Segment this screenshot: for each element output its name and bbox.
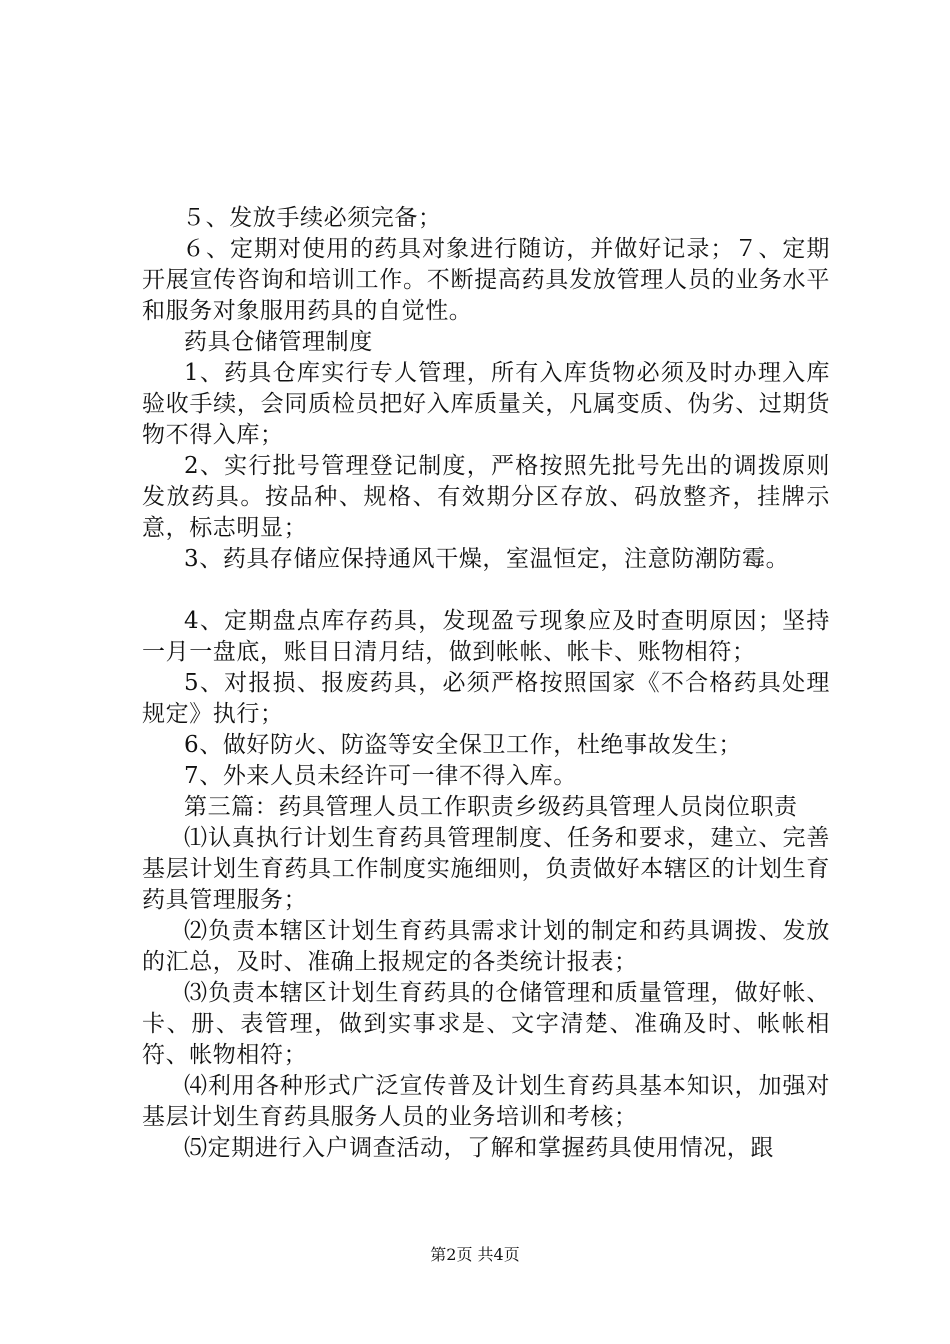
paragraph-storage-3: 3、药具存储应保持通风干燥，室温恒定，注意防潮防霉。 xyxy=(184,546,790,572)
paragraph-item-6-7: ６、定期对使用的药具对象进行随访，并做好记录；７、定期开展宣传咨询和培训工作。不断提高药具发放管理人员的业务水平和服务对象服用药具的自觉性。 xyxy=(142,236,830,324)
paragraph-duty-5: ⑸定期进行入户调查活动，了解和掌握药具使用情况，跟 xyxy=(184,1135,774,1161)
paragraph-duty-1: ⑴认真执行计划生育药具管理制度、任务和要求，建立、完善基层计划生育药具工作制度实施细则，负责做好本辖区的计划生育药具管理服务； xyxy=(142,825,830,913)
paragraph-storage-2: 2、实行批号管理登记制度，严格按照先批号先出的调拨原则发放药具。按品种、规格、有效期分区存放、码放整齐，挂牌示意，标志明显； xyxy=(142,453,830,541)
page-footer xyxy=(0,1245,950,1265)
paragraph-storage-6: 6、做好防火、防盗等安全保卫工作，杜绝事故发生； xyxy=(184,732,743,758)
page-number-label: 第2页 共4页 xyxy=(430,1245,520,1264)
paragraph-storage-4: 4、定期盘点库存药具，发现盈亏现象应及时查明原因；坚持一月一盘底，账目日清月结，做到帐帐、帐卡、账物相符； xyxy=(142,608,830,665)
paragraph-item-5: ５、发放手续必须完备； xyxy=(182,205,442,231)
document-body xyxy=(142,203,830,1164)
section-heading-chapter-3: 第三篇：药具管理人员工作职责乡级药具管理人员岗位职责 xyxy=(184,794,798,820)
paragraph-storage-7: 7、外来人员未经许可一律不得入库。 xyxy=(184,763,577,789)
paragraph-duty-4: ⑷利用各种形式广泛宣传普及计划生育药具基本知识，加强对基层计划生育药具服务人员的业务培训和考核； xyxy=(142,1073,830,1130)
paragraph-duty-2: ⑵负责本辖区计划生育药具需求计划的制定和药具调拨、发放的汇总，及时、准确上报规定的各类统计报表； xyxy=(142,918,830,975)
paragraph-duty-3: ⑶负责本辖区计划生育药具的仓储管理和质量管理，做好帐、卡、册、表管理，做到实事求是、文字清楚、准确及时、帐帐相符、帐物相符； xyxy=(142,980,830,1068)
paragraph-storage-1: 1、药具仓库实行专人管理，所有入库货物必须及时办理入库验收手续，会同质检员把好入库质量关，凡属变质、伪劣、过期货物不得入库； xyxy=(142,360,830,448)
paragraph-storage-5: 5、对报损、报废药具，必须严格按照国家《不合格药具处理规定》执行； xyxy=(142,670,830,727)
section-heading-storage: 药具仓储管理制度 xyxy=(184,329,373,355)
